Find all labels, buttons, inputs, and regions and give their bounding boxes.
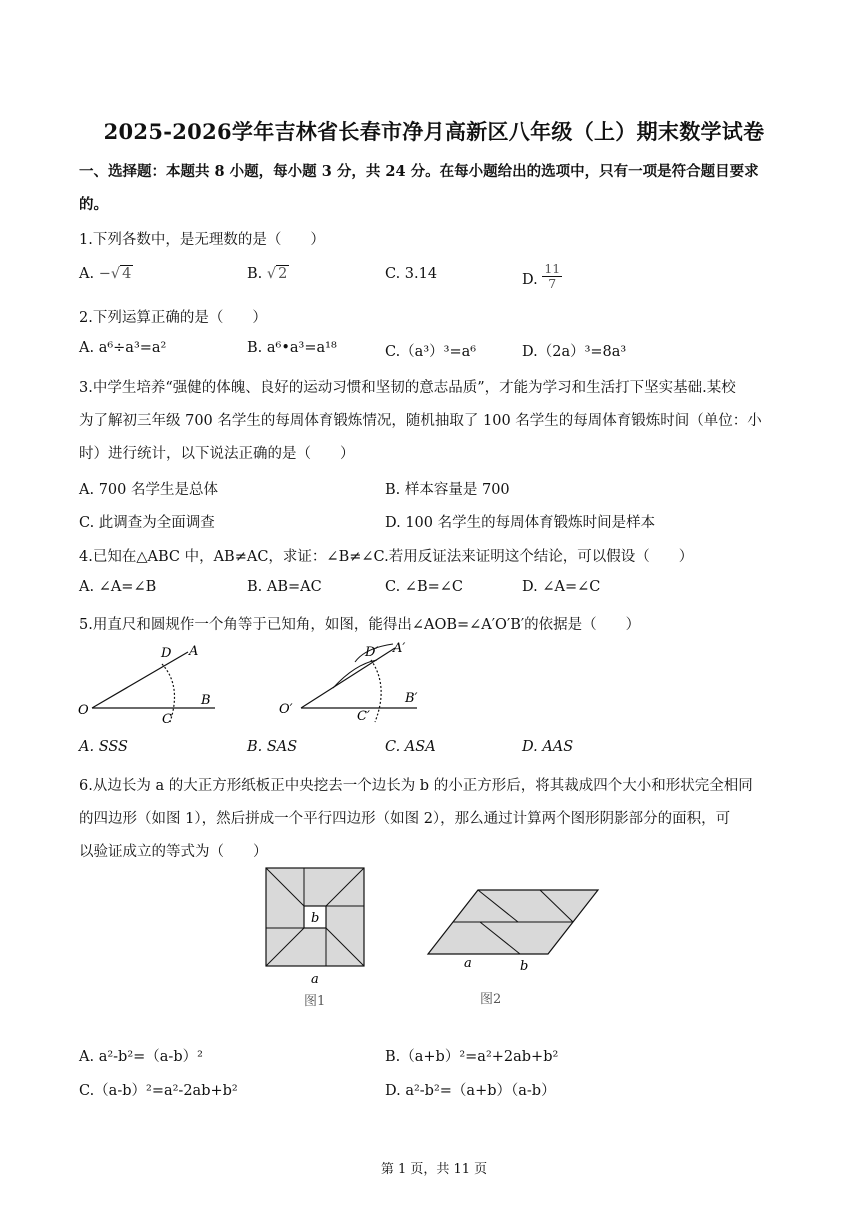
parallelogram-figure-2 [420, 882, 610, 1012]
label-D-prime: D′ [365, 645, 379, 660]
q6-option-b: B.（a+b）²=a²+2ab+b² [385, 1049, 559, 1065]
label-C-prime: C′ [357, 709, 370, 724]
label-A: A [189, 644, 199, 659]
q6-stem-line3: 以验证成立的等式为（ ） [79, 844, 268, 860]
label-D: D [161, 646, 172, 661]
label-B: B [201, 693, 211, 708]
q5-option-c: C. ASA [385, 739, 436, 755]
q5-option-d: D. AAS [522, 739, 574, 755]
fig2-label-b: b [520, 959, 529, 974]
angle-figure-1 [70, 638, 230, 730]
q4-stem: 4.已知在△ABC 中，AB≠AC，求证：∠B≠∠C.若用反证法来证明这个结论，可以假设（ ） [79, 549, 694, 565]
label-O: O [78, 703, 89, 718]
q4-option-c: C. ∠B=∠C [385, 579, 463, 595]
q6-option-d: D. a²-b²=（a+b）（a-b） [385, 1083, 556, 1099]
section-heading-line2: 的。 [79, 196, 108, 213]
fig2-caption: 图2 [480, 992, 502, 1007]
q3-stem-line3: 时）进行统计，以下说法正确的是（ ） [79, 446, 355, 462]
q6-option-a: A. a²-b²=（a-b）² [79, 1049, 203, 1065]
fig1-caption: 图1 [304, 994, 326, 1009]
q4-option-d: D. ∠A=∠C [522, 579, 601, 595]
q2-stem: 2.下列运算正确的是（ ） [79, 310, 267, 326]
q3-stem-line1: 3.中学生培养“强健的体魄、良好的运动习惯和坚韧的意志品质”，才能为学习和生活打下坚实基础.某校 [79, 380, 736, 396]
q3-option-b: B. 样本容量是 700 [385, 482, 510, 498]
page-footer: 第 1 页，共 11 页 [380, 1162, 488, 1177]
q3-option-d: D. 100 名学生的每周体育锻炼时间是样本 [385, 515, 656, 531]
q3-stem-line2: 为了解初三年级 700 名学生的每周体育锻炼情况，随机抽取了 100 名学生的每周体育锻炼时间（单位：小 [79, 413, 762, 429]
q6-stem-line1: 6.从边长为 a 的大正方形纸板正中央挖去一个边长为 b 的小正方形后，将其裁成四个大小和形状完全相同 [79, 778, 753, 794]
label-A-prime: A′ [393, 641, 406, 656]
label-B-prime: B′ [405, 691, 418, 706]
q2-option-b: B. a⁶•a³=a¹⁸ [247, 340, 337, 356]
fig1-label-a: a [311, 972, 319, 987]
q5-option-b: B. SAS [247, 739, 298, 755]
q1-option-b: B. √ 2 [247, 266, 288, 282]
angle-figure-2 [275, 636, 435, 730]
section-heading-line1: 一、选择题：本题共 8 小题，每小题 3 分，共 24 分。在每小题给出的选项中，只有一项是符合题目要求 [79, 163, 759, 180]
label-C: C [162, 712, 172, 727]
q3-option-a: A. 700 名学生是总体 [79, 482, 218, 498]
q3-option-c: C. 此调查为全面调查 [79, 515, 215, 531]
label-O-prime: O′ [279, 702, 293, 717]
q2-option-c: C.（a³）³=a⁶ [385, 344, 477, 360]
q6-stem-line2: 的四边形（如图 1），然后拼成一个平行四边形（如图 2），那么通过计算两个图形阴影部分的面积，可 [79, 811, 731, 827]
q1-option-a: A. −√ 4 [79, 266, 132, 282]
q2-option-d: D.（2a）³=8a³ [522, 344, 627, 360]
fig2-label-a: a [464, 956, 472, 971]
q2-option-a: A. a⁶÷a³=a² [79, 340, 167, 356]
q5-option-a: A. SSS [79, 739, 128, 755]
fig1-label-b: b [311, 911, 320, 926]
q5-stem: 5.用直尺和圆规作一个角等于已知角，如图，能得出∠AOB=∠A′O′B′的依据是（ ） [79, 617, 641, 633]
q1-option-c: C. 3.14 [385, 266, 438, 282]
q1-option-d: D. $\frac{11}{7}$ [522, 261, 561, 291]
q1-stem: 1.下列各数中，是无理数的是（ ） [79, 232, 325, 248]
q6-option-c: C.（a-b）²=a²-2ab+b² [79, 1083, 238, 1099]
page-title: 2025-2026学年吉林省长春市净月高新区八年级（上）期末数学试卷 [103, 119, 765, 144]
square-figure-1 [262, 866, 372, 1011]
q4-option-a: A. ∠A=∠B [79, 579, 157, 595]
q4-option-b: B. AB=AC [247, 579, 322, 595]
